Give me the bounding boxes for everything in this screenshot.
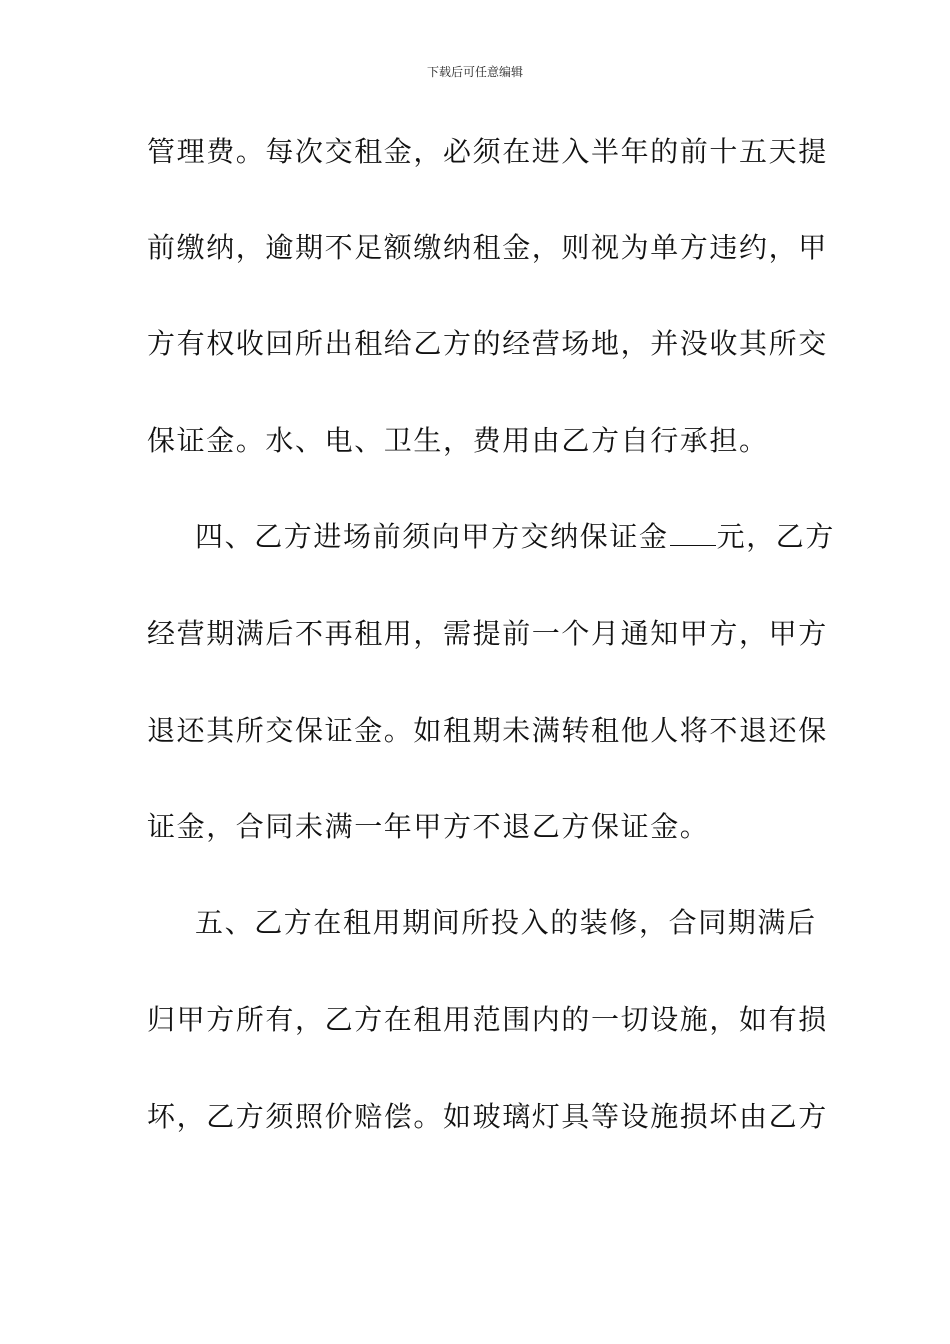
text-line-4: 保证金。水、电、卫生，费用由乙方自行承担。 xyxy=(147,424,769,457)
clause-four-text-end: 元，乙方 xyxy=(716,520,836,553)
text-line-8: 证金，合同未满一年甲方不退乙方保证金。 xyxy=(147,810,710,843)
text-line-10: 归甲方所有，乙方在租用范围内的一切设施，如有损 xyxy=(147,1003,828,1036)
page-header: 下载后可任意编辑 xyxy=(426,65,523,79)
text-line-7: 退还其所交保证金。如租期未满转租他人将不退还保 xyxy=(147,714,828,747)
text-line-6: 经营期满后不再租用，需提前一个月通知甲方，甲方 xyxy=(147,617,828,650)
clause-four-line xyxy=(195,517,875,557)
clause-five-line: 五、乙方在租用期间所投入的装修，合同期满后 xyxy=(195,906,817,939)
deposit-amount-blank xyxy=(670,517,716,546)
text-line-11: 坏，乙方须照价赔偿。如玻璃灯具等设施损坏由乙方 xyxy=(147,1100,828,1133)
text-line-3: 方有权收回所出租给乙方的经营场地，并没收其所交 xyxy=(147,327,828,360)
clause-four-text: 四、乙方进场前须向甲方交纳保证金 xyxy=(195,520,669,553)
text-line-1: 管理费。每次交租金，必须在进入半年的前十五天提 xyxy=(147,135,828,168)
text-line-2: 前缴纳，逾期不足额缴纳租金，则视为单方违约，甲 xyxy=(147,231,828,264)
